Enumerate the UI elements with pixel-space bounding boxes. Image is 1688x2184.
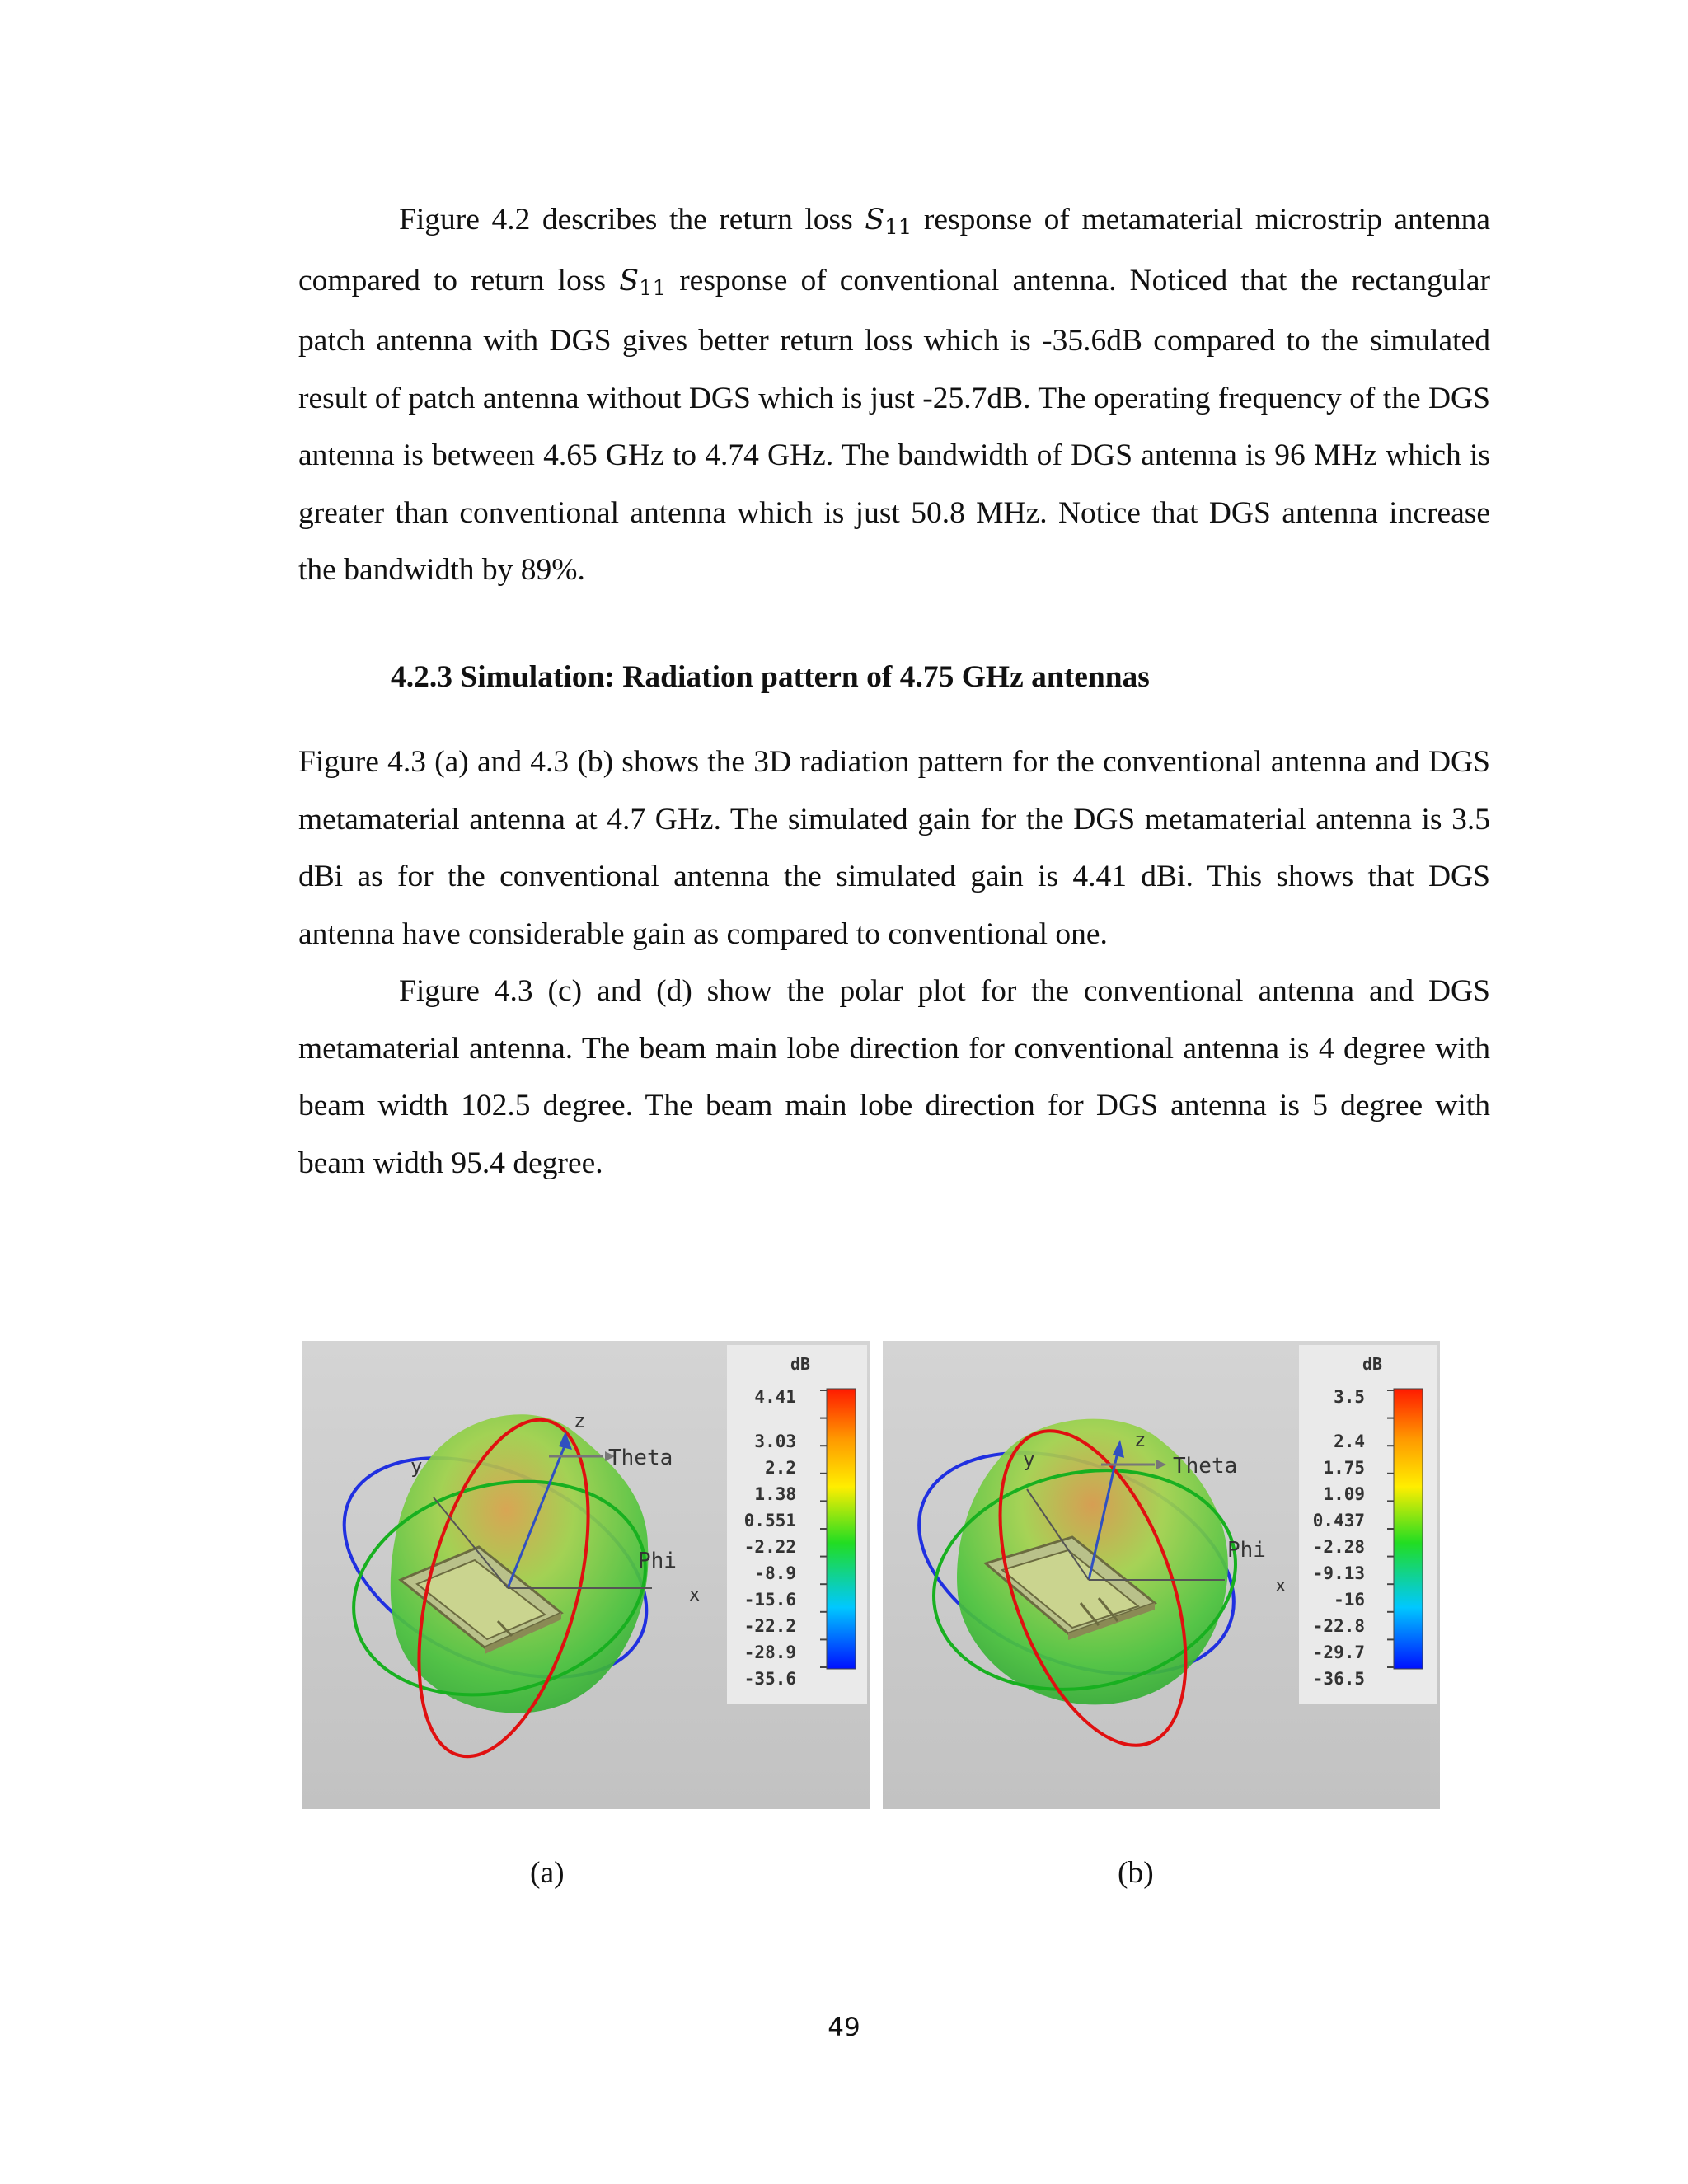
scale-unit: dB <box>1362 1354 1383 1374</box>
axis-label-phi: Phi <box>638 1549 677 1573</box>
s11-symbol: S11 <box>865 204 912 240</box>
scale-value: -22.8 <box>1312 1616 1365 1636</box>
color-scale-legend <box>1299 1345 1437 1704</box>
scale-value: 3.5 <box>1334 1387 1365 1407</box>
section-heading: 4.2.3 Simulation: Radiation pattern of 4.75 GHz antennas <box>391 660 1150 694</box>
scale-value: 4.41 <box>754 1387 796 1407</box>
axis-label-z: z <box>574 1409 586 1432</box>
paragraph-text: Figure 4.2 describes the return loss <box>399 203 865 237</box>
figure-a-caption: (a) <box>530 1856 565 1890</box>
page-number: 49 <box>828 2013 860 2042</box>
scale-value: 2.2 <box>765 1458 796 1478</box>
scale-value: -15.6 <box>743 1590 796 1610</box>
paragraph-text: response of conventional antenna. Noticed that the rectangular patch antenna with DGS gives better return loss which is -35.6dB compared to the simulated result of patch antenna without DGS which is just -25.7dB. The operating frequency of the DGS antenna is between 4.65 GHz to 4.74 GHz. The bandwidth of DGS antenna is 96 MHz which is greater than conventional antenna which is just 50.8 MHz. Notice that DGS antenna increase the bandwidth by 89%. <box>298 263 1490 587</box>
scale-value: 3.03 <box>754 1432 796 1451</box>
scale-value: -2.22 <box>743 1537 796 1557</box>
scale-value: -8.9 <box>754 1563 796 1583</box>
scale-value: 1.75 <box>1323 1458 1365 1478</box>
scale-value: -29.7 <box>1312 1643 1365 1662</box>
paragraph-return-loss <box>298 191 1490 599</box>
s11-symbol: S11 <box>619 264 667 301</box>
figure-b-caption: (b) <box>1118 1856 1154 1890</box>
scale-value: -36.5 <box>1312 1669 1365 1689</box>
scale-value: 1.09 <box>1323 1484 1365 1504</box>
scale-value: -16 <box>1334 1590 1365 1610</box>
axis-label-y: y <box>410 1455 423 1478</box>
figure-b-radiation-pattern <box>883 1341 1440 1809</box>
scale-value: -9.13 <box>1312 1563 1365 1583</box>
scale-value: -35.6 <box>743 1669 796 1689</box>
paragraph-3d-pattern: Figure 4.3 (a) and 4.3 (b) shows the 3D radiation pattern for the conventional antenna and DGS metamaterial antenna at 4.7 GHz. The simulated gain for the DGS metamaterial antenna is 3.5 dBi as for the conventional antenna the simulated gain is 4.41 dBi. This shows that DGS antenna have considerable gain as compared to conventional one. <box>298 745 1490 951</box>
axis-label-phi: Phi <box>1227 1538 1266 1563</box>
color-bar <box>1394 1389 1423 1669</box>
paragraph-polar-plot <box>298 963 1490 1192</box>
axis-label-x: x <box>689 1585 701 1605</box>
scale-value: 0.437 <box>1312 1511 1365 1530</box>
axis-label-theta: Theta <box>608 1446 673 1470</box>
axis-label-z: z <box>1134 1428 1146 1451</box>
figure-a-radiation-pattern <box>302 1341 870 1809</box>
axis-label-theta: Theta <box>1173 1454 1238 1479</box>
scale-value: 0.551 <box>743 1511 796 1530</box>
paragraph-text: Figure 4.3 (c) and (d) show the polar plot for the conventional antenna and DGS metamaterial antenna. The beam main lobe direction for conventional antenna is 4 degree with beam width 102.5 degree. The beam main lobe direction for DGS antenna is 5 degree with beam width 95.4 degree. <box>298 974 1490 1180</box>
color-bar <box>827 1389 856 1669</box>
axis-label-y: y <box>1023 1448 1035 1471</box>
color-scale-legend <box>727 1345 867 1704</box>
scale-value: -2.28 <box>1312 1537 1365 1557</box>
scale-value: -22.2 <box>743 1616 796 1636</box>
scale-value: 2.4 <box>1334 1432 1365 1451</box>
scale-unit: dB <box>790 1354 811 1374</box>
paragraph-text: response of metamaterial microstrip antenna compared to return loss <box>298 203 1490 298</box>
scale-value: -28.9 <box>743 1643 796 1662</box>
axis-label-x: x <box>1275 1576 1287 1596</box>
scale-value: 1.38 <box>754 1484 796 1504</box>
